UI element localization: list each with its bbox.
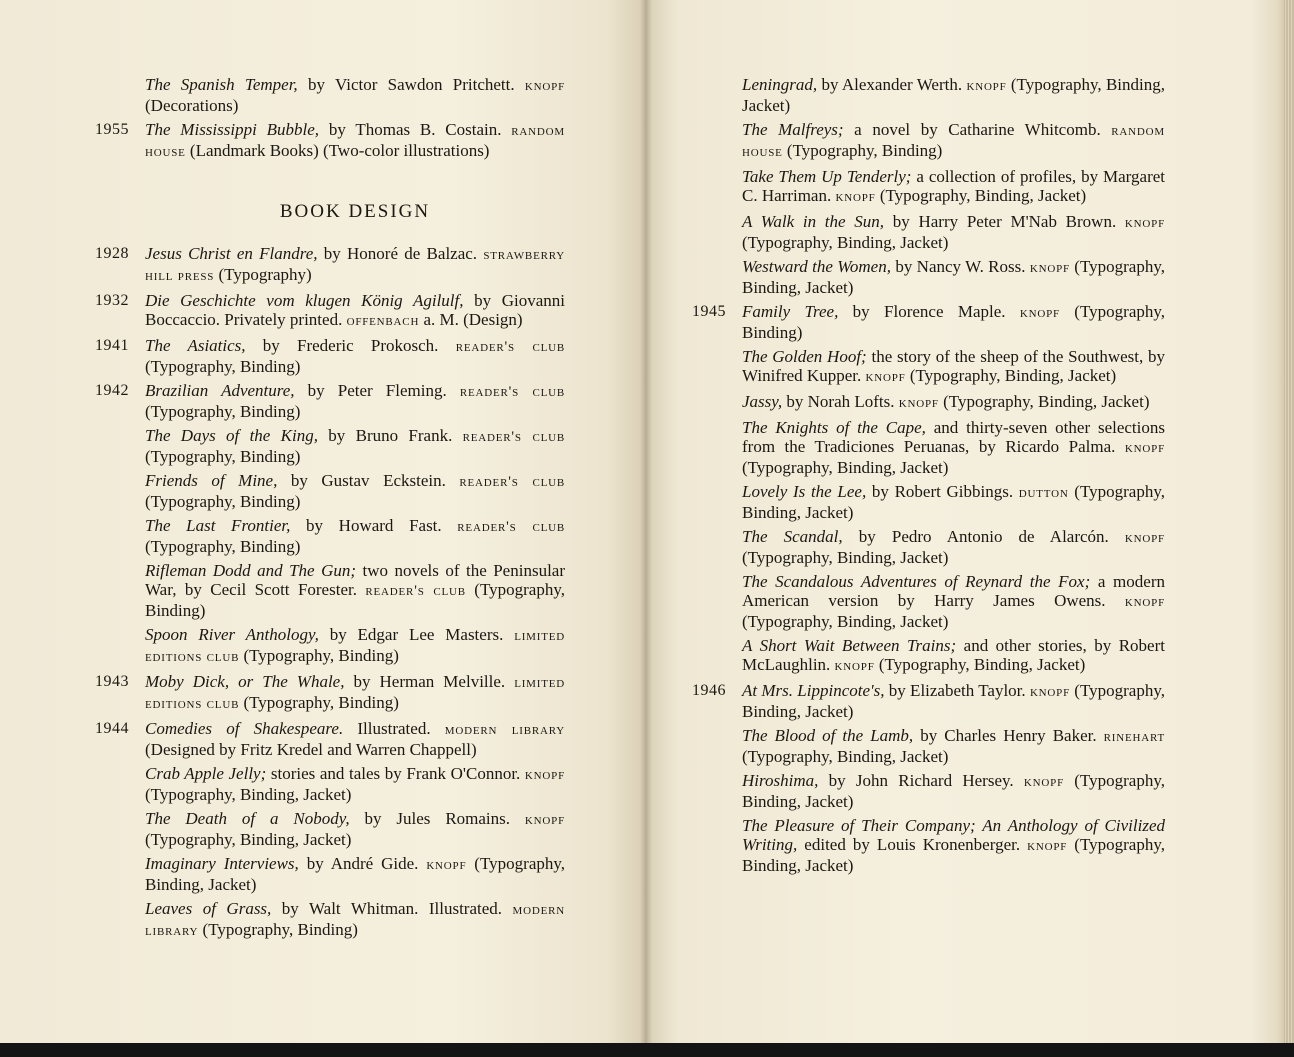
entry-publisher: limited editions club: [145, 628, 565, 665]
bibliography-entry: [692, 212, 1165, 252]
bibliography-entry: [692, 771, 1165, 811]
entry-description: by Florence Maple.: [838, 302, 1020, 321]
entry-year: 1932: [95, 292, 129, 309]
book-gutter: [640, 0, 652, 1045]
entry-title: Friends of Mine,: [145, 471, 278, 490]
entry-credit: (Typography, Binding, Jacket): [905, 366, 1117, 385]
entry-description: by Herman Melville.: [344, 672, 515, 691]
entry-description: by André Gide.: [298, 854, 427, 873]
entry-year: 1945: [692, 303, 726, 320]
entry-title: At Mrs. Lippincote's,: [742, 681, 885, 700]
entry-credit: (Landmark Books) (Two-color illustrations): [185, 141, 490, 160]
entry-title: Family Tree,: [742, 302, 839, 321]
bibliography-entry: [95, 426, 565, 466]
entry-credit: (Typography, Binding): [145, 580, 566, 620]
entry-publisher: reader's club: [365, 583, 466, 599]
entry-publisher: knopf: [1029, 260, 1070, 276]
entry-title: Take Them Up Tenderly;: [742, 167, 912, 186]
bibliography-entry: [692, 347, 1165, 387]
entry-title: Die Geschichte vom klugen König Agilulf,: [145, 291, 464, 310]
entry-publisher: knopf: [1029, 684, 1071, 700]
entry-title: The Knights of the Cape,: [742, 418, 926, 437]
bibliography-entry: [692, 302, 1165, 342]
entry-publisher: rinehart: [1103, 729, 1165, 745]
bibliography-entry: [95, 471, 565, 511]
bibliography-entry: [692, 816, 1165, 875]
entry-title: Crab Apple Jelly;: [145, 764, 267, 783]
entry-title: Leaves of Grass,: [145, 899, 272, 918]
entry-description: stories and tales by Frank O'Connor.: [266, 764, 525, 783]
entry-credit: (Typography, Binding, Jacket): [742, 75, 1165, 115]
entry-publisher: strawberry hill press: [145, 247, 565, 284]
entry-title: The Days of the King,: [145, 426, 318, 445]
entry-publisher: modern library: [444, 722, 566, 738]
entry-title: The Scandal,: [742, 527, 843, 546]
entry-description: by Harry Peter M'Nab Brown.: [884, 212, 1125, 231]
entry-credit: (Typography, Binding): [742, 302, 1166, 342]
entry-title: The Death of a Nobody,: [145, 809, 350, 828]
entry-description: by Gustav Eckstein.: [277, 471, 460, 490]
entry-description: by Walt Whitman. Illustrated.: [271, 899, 513, 918]
entry-publisher: knopf: [1124, 594, 1165, 610]
bibliography-entry: [95, 381, 565, 421]
entry-description: by Nancy W. Ross.: [890, 257, 1030, 276]
entry-year: 1946: [692, 682, 726, 699]
entry-description: by Pedro Antonio de Alarcón.: [842, 527, 1125, 546]
entry-year: 1941: [95, 337, 129, 354]
entry-title: A Short Wait Between Trains;: [742, 636, 957, 655]
entry-description: by Elizabeth Taylor.: [884, 681, 1030, 700]
entry-description: by Honoré de Balzac.: [317, 244, 484, 263]
entry-title: Imaginary Interviews,: [145, 854, 299, 873]
entry-title: The Malfreys;: [742, 120, 844, 139]
entry-title: The Asiatics,: [145, 336, 246, 355]
bibliography-entry: [95, 809, 565, 849]
entry-title: The Last Frontier,: [145, 516, 291, 535]
bibliography-entry: [692, 75, 1165, 115]
bibliography-entry: [692, 257, 1165, 297]
entry-credit: (Typography, Binding, Jacket): [742, 681, 1165, 721]
bibliography-entry: [692, 636, 1165, 676]
bibliography-entry: [95, 854, 565, 894]
entry-publisher: knopf: [1027, 838, 1068, 854]
entry-publisher: knopf: [426, 857, 467, 873]
bibliography-entry: [95, 244, 565, 286]
section-heading: BOOK DESIGN: [279, 201, 431, 222]
entry-credit: (Typography, Binding, Jacket): [145, 830, 352, 849]
bibliography-entry: [692, 482, 1165, 522]
entry-credit: (Typography, Binding, Jacket): [742, 458, 949, 477]
entry-credit: (Typography, Binding, Jacket): [145, 785, 352, 804]
bibliography-entry: [95, 764, 565, 804]
entry-title: Jassy,: [742, 392, 783, 411]
entry-description: by Peter Fleming.: [294, 381, 460, 400]
entry-title: Spoon River Anthology,: [145, 625, 319, 644]
entry-year: 1943: [95, 673, 129, 690]
entry-publisher: knopf: [1124, 440, 1165, 456]
bibliography-entry: [95, 516, 565, 556]
entry-publisher: knopf: [865, 369, 906, 385]
entry-description: and thirty-seven other selections from the Tradiciones Peruanas, by Ricardo Palma.: [742, 418, 1165, 456]
entry-description: by John Richard Hersey.: [818, 771, 1024, 790]
entry-credit: (Typography, Binding): [782, 141, 943, 160]
entry-description: by Bruno Frank.: [317, 426, 463, 445]
bibliography-entry: [95, 625, 565, 667]
entry-description: a collection of profiles, by Margaret C. Harriman.: [742, 167, 1166, 205]
entry-description: the story of the sheep of the Southwest, by Winifred Kupper.: [742, 347, 1165, 385]
page-edge: [1284, 0, 1294, 1050]
entry-credit: (Typography, Binding, Jacket): [875, 186, 1087, 205]
entry-description: by Charles Henry Baker.: [913, 726, 1104, 745]
entry-description: by Frederic Prokosch.: [245, 336, 456, 355]
entry-publisher: knopf: [1019, 305, 1060, 321]
entry-description: a modern American version by Harry James Owens.: [742, 572, 1165, 610]
entry-title: The Scandalous Adventures of Reynard the Fox;: [742, 572, 1091, 591]
entry-description: by Alexander Werth.: [817, 75, 967, 94]
entry-publisher: knopf: [524, 78, 565, 94]
entry-publisher: modern library: [145, 902, 565, 939]
entry-description: edited by Louis Kronenberger.: [797, 835, 1028, 854]
entry-credit: (Designed by Fritz Kredel and Warren Chappell): [145, 740, 477, 759]
bibliography-entry: [692, 418, 1165, 477]
entry-credit: (Typography): [214, 265, 312, 284]
bibliography-entry: [692, 681, 1165, 721]
entry-credit: (Typography, Binding): [145, 402, 301, 421]
entry-title: The Spanish Temper,: [145, 75, 298, 94]
entry-description: Illustrated.: [343, 719, 445, 738]
bibliography-entry: [692, 392, 1165, 413]
entry-title: Rifleman Dodd and The Gun;: [145, 561, 357, 580]
left-top-entries: [95, 75, 565, 162]
entry-publisher: knopf: [1124, 530, 1165, 546]
entry-publisher: knopf: [524, 767, 565, 783]
bibliography-entry: [692, 167, 1165, 207]
entry-publisher: limited editions club: [145, 675, 565, 712]
entry-description: by Victor Sawdon Pritchett.: [297, 75, 525, 94]
bibliography-entry: [95, 291, 565, 331]
entry-description: by Howard Fast.: [290, 516, 458, 535]
left-entries: [95, 244, 565, 941]
entry-credit: (Typography, Binding, Jacket): [742, 747, 949, 766]
entry-title: Westward the Women,: [742, 257, 891, 276]
entry-title: The Mississippi Bubble,: [145, 120, 320, 139]
entry-credit: (Typography, Binding, Jacket): [742, 548, 949, 567]
entry-credit: (Typography, Binding): [145, 492, 301, 511]
bibliography-entry: [692, 527, 1165, 567]
entry-publisher: dutton: [1018, 485, 1069, 501]
entry-year: 1944: [95, 720, 129, 737]
right-column: [692, 75, 1165, 880]
entry-year: 1942: [95, 382, 129, 399]
entry-credit: (Typography, Binding, Jacket): [742, 257, 1166, 297]
entry-description: two novels of the Peninsular War, by Cecil Scott Forester.: [145, 561, 565, 599]
entry-credit: (Typography, Binding, Jacket): [874, 655, 1086, 674]
entry-description: by Robert Gibbings.: [866, 482, 1019, 501]
entry-credit: (Typography, Binding, Jacket): [145, 854, 566, 894]
right-entries: [692, 75, 1165, 875]
entry-publisher: reader's club: [455, 339, 565, 355]
bottom-shadow: [0, 1043, 1294, 1057]
entry-credit: (Typography, Binding, Jacket): [742, 771, 1165, 811]
entry-publisher: offenbach: [346, 313, 420, 329]
entry-year: 1955: [95, 121, 129, 138]
entry-description: by Giovanni Boccaccio. Privately printed.: [145, 291, 565, 329]
entry-credit: (Typography, Binding, Jacket): [742, 612, 949, 631]
entry-publisher: knopf: [1124, 215, 1165, 231]
bibliography-entry: [692, 726, 1165, 766]
entry-description: by Edgar Lee Masters.: [318, 625, 515, 644]
entry-description: a novel by Catharine Whitcomb.: [843, 120, 1112, 139]
entry-description: and other stories, by Robert McLaughlin.: [742, 636, 1165, 674]
entry-description: by Norah Lofts.: [782, 392, 899, 411]
entry-publisher: knopf: [524, 812, 565, 828]
entry-publisher: knopf: [834, 658, 875, 674]
entry-credit: a. M. (Design): [419, 310, 523, 329]
entry-credit: (Typography, Binding): [145, 537, 301, 556]
entry-description: by Jules Romains.: [349, 809, 525, 828]
entry-title: Jesus Christ en Flandre,: [145, 244, 318, 263]
entry-title: The Blood of the Lamb,: [742, 726, 914, 745]
bibliography-entry: [95, 75, 565, 115]
entry-title: Comedies of Shakespeare.: [145, 719, 344, 738]
entry-title: Moby Dick, or The Whale,: [145, 672, 345, 691]
entry-description: by Thomas B. Costain.: [319, 120, 512, 139]
bibliography-entry: [692, 572, 1165, 631]
entry-credit: (Typography, Binding, Jacket): [742, 835, 1165, 875]
entry-publisher: reader's club: [457, 519, 565, 535]
entry-publisher: random house: [742, 123, 1165, 160]
entry-title: Leningrad,: [742, 75, 818, 94]
bibliography-entry: [95, 899, 565, 941]
left-page: [0, 0, 646, 1045]
entry-publisher: knopf: [966, 78, 1007, 94]
bibliography-entry: [95, 719, 565, 759]
entry-title: The Golden Hoof;: [742, 347, 867, 366]
bibliography-entry: [95, 120, 565, 162]
entry-publisher: reader's club: [462, 429, 565, 445]
entry-credit: (Typography, Binding): [198, 920, 358, 939]
entry-publisher: reader's club: [459, 474, 565, 490]
entry-title: A Walk in the Sun,: [742, 212, 885, 231]
entry-publisher: knopf: [835, 189, 876, 205]
entry-credit: (Typography, Binding): [145, 447, 301, 466]
entry-title: Brazilian Adventure,: [145, 381, 295, 400]
entry-title: Hiroshima,: [742, 771, 819, 790]
entry-credit: (Typography, Binding, Jacket): [938, 392, 1150, 411]
entry-publisher: reader's club: [459, 384, 565, 400]
left-column: [95, 75, 565, 946]
entry-credit: (Typography, Binding): [239, 693, 399, 712]
entry-credit: (Typography, Binding): [239, 646, 399, 665]
bibliography-entry: [95, 672, 565, 714]
entry-credit: (Typography, Binding, Jacket): [742, 233, 949, 252]
entry-title: The Pleasure of Their Company; An Anthology of Civilized Writing,: [742, 816, 1165, 854]
bibliography-entry: [95, 561, 565, 620]
entry-year: 1928: [95, 245, 129, 262]
entry-publisher: knopf: [1023, 774, 1064, 790]
entry-credit: (Decorations): [145, 96, 239, 115]
bibliography-entry: [95, 336, 565, 376]
entry-publisher: random house: [145, 123, 565, 160]
entry-title: Lovely Is the Lee,: [742, 482, 867, 501]
entry-publisher: knopf: [898, 395, 939, 411]
entry-credit: (Typography, Binding, Jacket): [742, 482, 1165, 522]
bibliography-entry: [692, 120, 1165, 162]
entry-credit: (Typography, Binding): [145, 357, 301, 376]
right-page: [646, 0, 1290, 1045]
